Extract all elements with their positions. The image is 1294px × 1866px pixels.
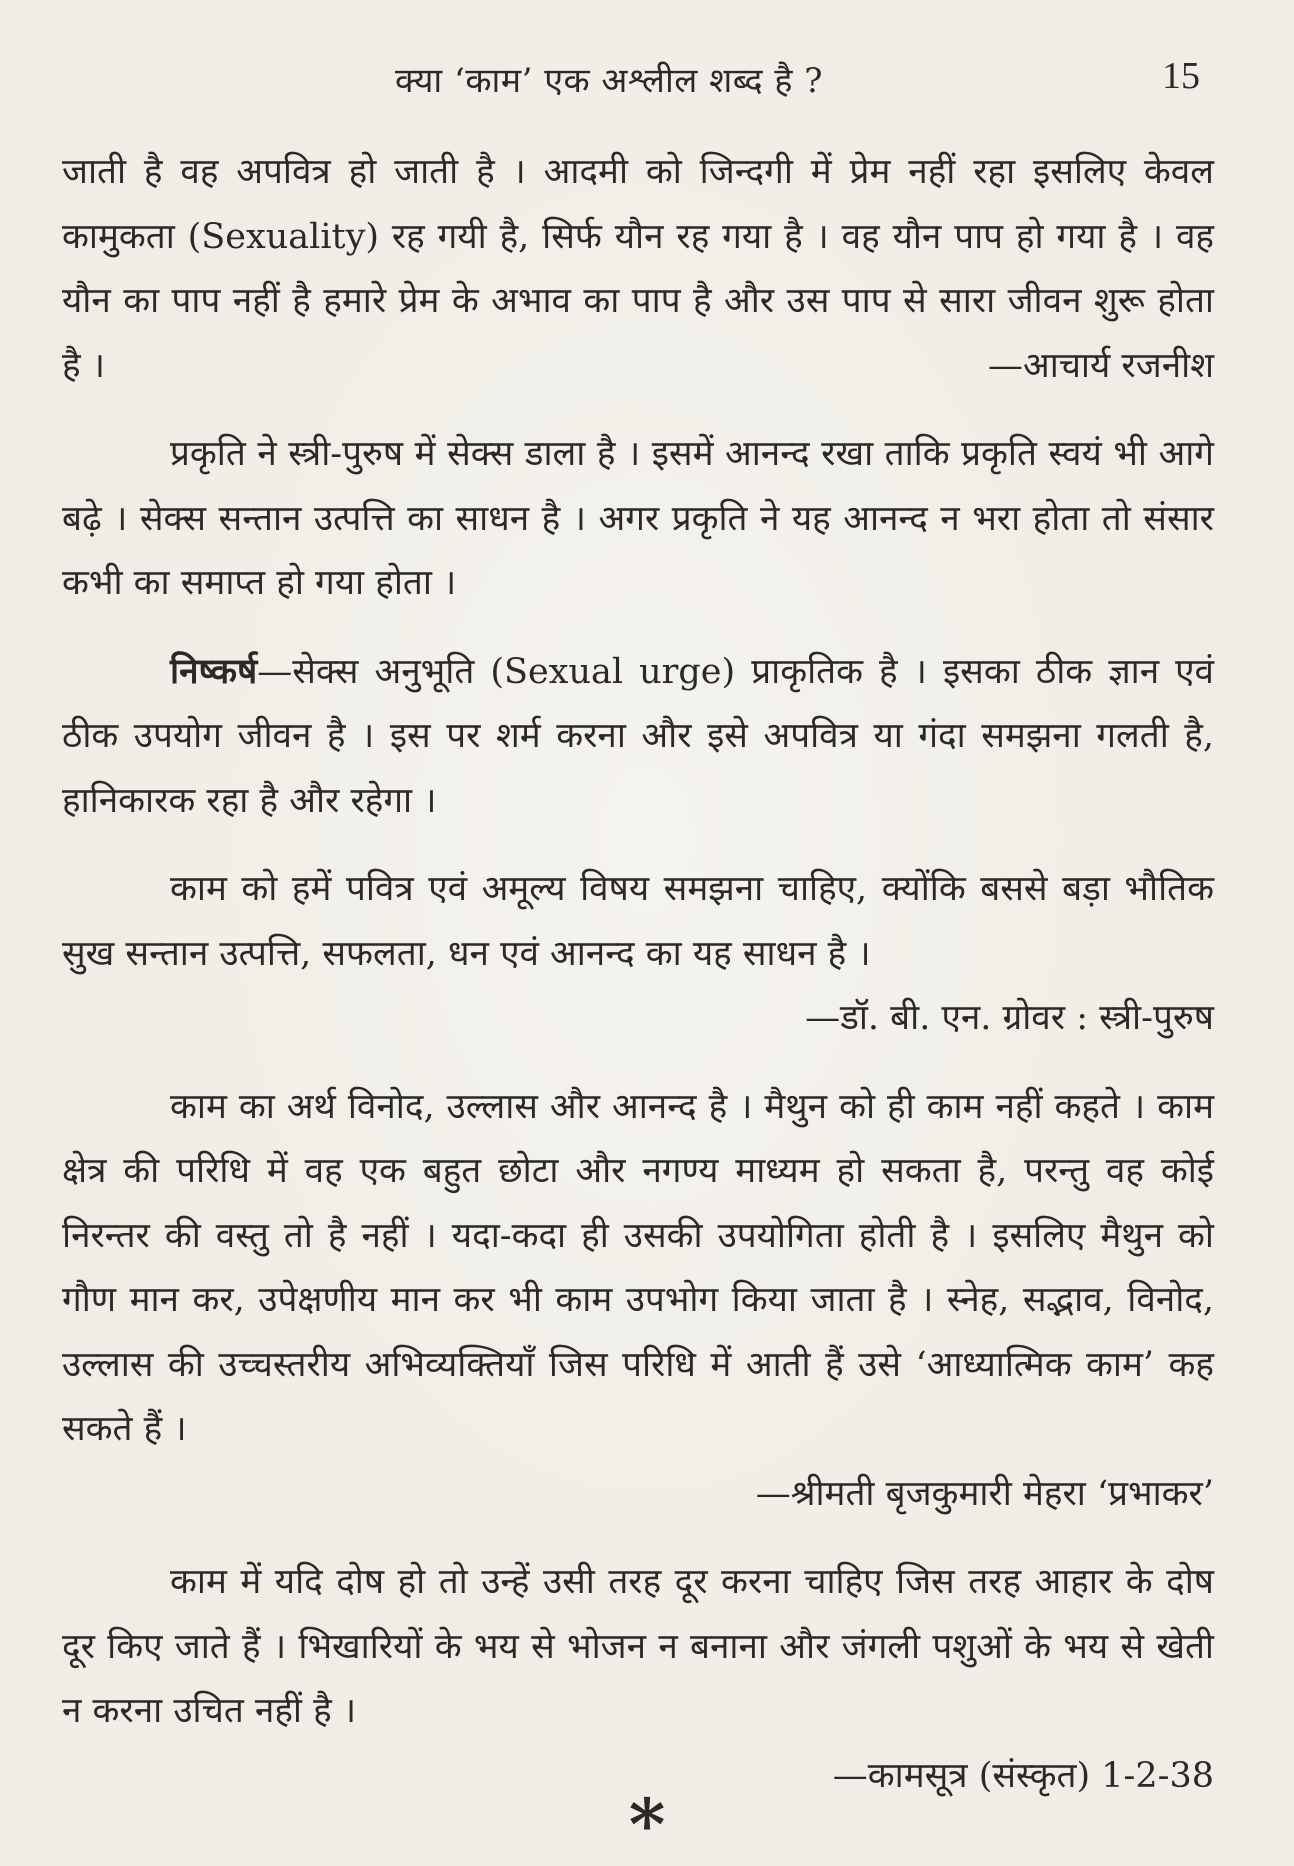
paragraph-faults: काम में यदि दोष हो तो उन्हें उसी तरह दूर करना चाहिए जिस तरह आहार के दोष दूर किए जाते हैं । भिखारियों के भय से भोजन न बनाना और जंगली पशुओं के भय से खेती न करना उचित नहीं है । bbox=[62, 1562, 1214, 1731]
page-number: 15 bbox=[1162, 55, 1200, 97]
paragraph-continuation bbox=[62, 140, 1214, 398]
paragraph-conclusion bbox=[62, 640, 1214, 834]
page-header bbox=[0, 48, 1294, 108]
paragraph-text: —सेक्स अनुभूति (Sexual urge) प्राकृतिक है । इसका ठीक ज्ञान एवं ठीक उपयोग जीवन है । इस पर शर्म करना और इसे अपवित्र या गंदा समझना गलती है, हानिकारक रहा है और रहेगा । bbox=[62, 651, 1214, 821]
paragraph-sacred: काम को हमें पवित्र एवं अमूल्य विषय समझना चाहिए, क्योंकि बससे बड़ा भौतिक सुख सन्तान उत्पत्ति, सफलता, धन एवं आनन्द का यह साधन है । bbox=[62, 869, 1214, 974]
paragraph-nature: प्रकृति ने स्त्री-पुरुष में सेक्स डाला है । इसमें आनन्द रखा ताकि प्रकृति स्वयं भी आगे बढ़े । सेक्स सन्तान उत्पत्ति का साधन है । अगर प्रकृति ने यह आनन्द न भरा होता तो संसार कभी का समाप्त हो गया होता । bbox=[62, 434, 1214, 603]
attribution-grover: —डॉ. बी. एन. ग्रोवर : स्त्री-पुरुष bbox=[805, 998, 1214, 1038]
conclusion-label: निष्कर्ष bbox=[170, 650, 258, 692]
running-title: क्या ‘काम’ एक अश्लील शब्द है ? bbox=[395, 61, 824, 101]
section-end-ornament: * bbox=[628, 1783, 666, 1866]
paragraph-text: जाती है वह अपवित्र हो जाती है । आदमी को जिन्दगी में प्रेम नहीं रहा इसलिए केवल कामुकता (Sexuality) रह गयी है, सिर्फ यौन रह गया है । वह यौन पाप हो गया है । वह यौन का पाप नहीं है हमारे प्रेम के अभाव का पाप है और उस पाप से सारा जीवन शुरू होता है । bbox=[62, 152, 1214, 386]
attribution-kamasutra: —कामसूत्र (संस्कृत) 1-2-38 bbox=[832, 1755, 1214, 1796]
paragraph-meaning: काम का अर्थ विनोद, उल्लास और आनन्द है । मैथुन को ही काम नहीं कहते । काम क्षेत्र की परिधि में वह एक बहुत छोटा और नगण्य माध्यम हो सकता है, परन्तु वह कोई निरन्तर की वस्तु तो है नहीं । यदा-कदा ही उसकी उपयोगिता होती है । इसलिए मैथुन को गौण मान कर, उपेक्षणीय मान कर भी काम उपभोग किया जाता है । स्नेह, सद्भाव, विनोद, उल्लास की उच्चस्तरीय अभिव्यक्तियाँ जिस परिधि में आती हैं उसे ‘आध्यात्मिक काम’ कह सकते हैं । bbox=[62, 1086, 1214, 1449]
attribution-rajneesh: —आचार्य रजनीश bbox=[987, 345, 1214, 386]
attribution-mehra: —श्रीमती बृजकुमारी मेहरा ‘प्रभाकर’ bbox=[755, 1473, 1214, 1514]
page-body bbox=[62, 140, 1214, 1808]
